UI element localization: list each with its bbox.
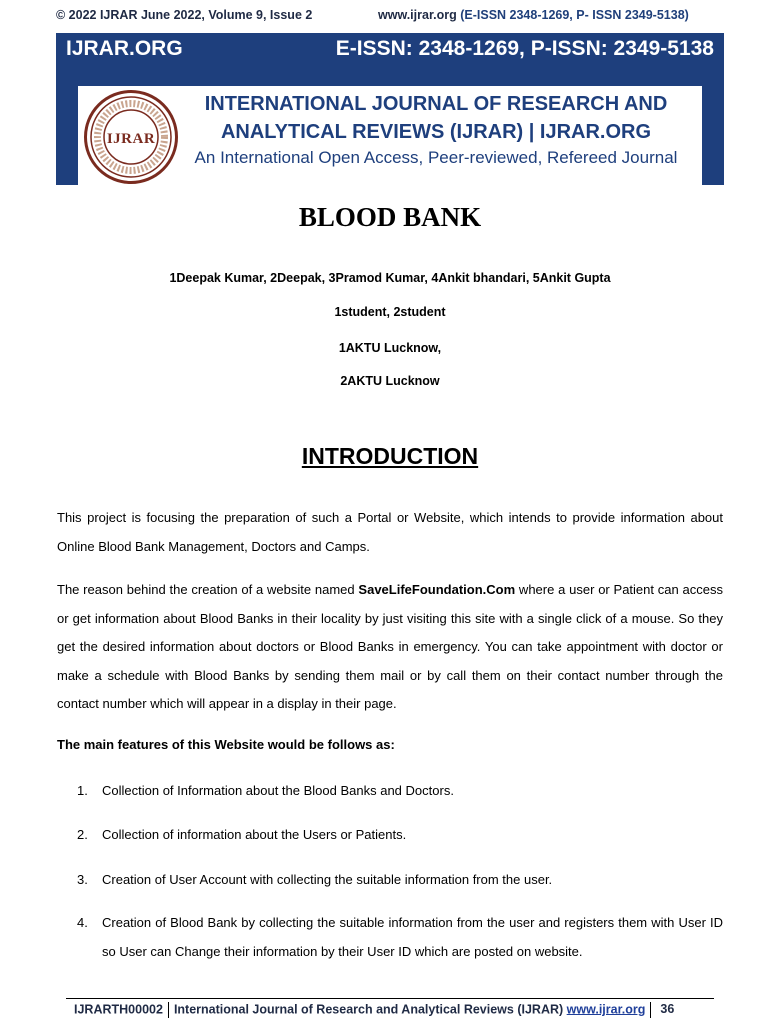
intro-paragraph-1: This project is focusing the preparation of such a Portal or Website, which intends to provide information about Online Blood Bank Management, Doctors and Camps. <box>57 510 723 554</box>
paper-authors: 1Deepak Kumar, 2Deepak, 3Pramod Kumar, 4Ankit bhandari, 5Ankit Gupta <box>169 271 611 285</box>
footer-page-number: 36 <box>660 1002 675 1017</box>
intro-paragraph-2-start: The reason behind the creation of a website named <box>57 582 359 597</box>
footer-url-link[interactable]: www.ijrar.org <box>566 1002 646 1017</box>
list-item-text: Collection of Information about the Blood Banks and Doctors. <box>102 783 454 798</box>
journal-title-line2: ANALYTICAL REVIEWS (IJRAR) | IJRAR.ORG <box>220 121 652 143</box>
paper-roles: 1student, 2student <box>334 305 446 319</box>
website-name: SaveLifeFoundation.Com <box>358 582 516 597</box>
section-heading-introduction <box>0 443 768 470</box>
running-header-url <box>378 8 689 22</box>
footer-divider <box>66 998 714 999</box>
journal-subtitle: An International Open Access, Peer-reviewed, Refereed Journal <box>194 148 678 167</box>
list-item-text: Collection of information about the Users or Patients. <box>102 827 407 842</box>
list-item-text: Creation of User Account with collecting the suitable information from the user. <box>102 872 553 887</box>
intro-paragraph-2-rest: where a user or Patient can access or get information about Blood Banks in their locality by just visiting this site with a single click of a mouse. So they get the desired information about doctors or Blood Banks in emergency. You can take appointment with doctor or make a schedule with Blood Banks by sending them mail or by call them on their contact number through the contact number which will appear in a display in their page. <box>57 582 723 711</box>
paper-affiliation-1: 1AKTU Lucknow, <box>338 341 442 355</box>
page-footer <box>74 1002 674 1018</box>
ijrar-logo <box>84 90 178 184</box>
banner-site: IJRAR.ORG <box>66 37 183 60</box>
journal-title <box>180 90 692 146</box>
intro-paragraph-2 <box>57 576 723 719</box>
list-item-text: Creation of Blood Bank by collecting the suitable information from the user and registers them with User ID so User can Change their information by their User ID which are posted on website. <box>102 915 723 959</box>
list-item-number: 2. <box>77 827 88 842</box>
banner-issn: E-ISSN: 2348-1269, P-ISSN: 2349-5138 <box>335 37 714 60</box>
footer-paper-id: IJRARTH00002 <box>74 1002 163 1017</box>
footer-separator <box>168 1002 169 1018</box>
list-item-number: 3. <box>77 872 88 887</box>
paper-title: BLOOD BANK <box>298 202 482 232</box>
list-item-number: 4. <box>77 915 88 930</box>
running-header-citation: © 2022 IJRAR June 2022, Volume 9, Issue 2 <box>56 8 313 22</box>
section-heading-text: INTRODUCTION <box>301 443 479 469</box>
journal-title-line1: INTERNATIONAL JOURNAL OF RESEARCH AND <box>204 93 668 115</box>
footer-separator <box>650 1002 651 1018</box>
logo-text: IJRAR <box>106 131 156 147</box>
list-item-number: 1. <box>77 783 88 798</box>
paper-affiliation-2: 2AKTU Lucknow <box>340 374 440 388</box>
header-issn: (E-ISSN 2348-1269, P- ISSN 2349-5138) <box>460 8 689 22</box>
footer-journal: International Journal of Research and Analytical Reviews (IJRAR) <box>173 1002 564 1017</box>
features-heading: The main features of this Website would be follows as: <box>57 737 395 752</box>
header-url[interactable]: www.ijrar.org <box>378 8 457 22</box>
banner-top-bar <box>66 37 714 65</box>
